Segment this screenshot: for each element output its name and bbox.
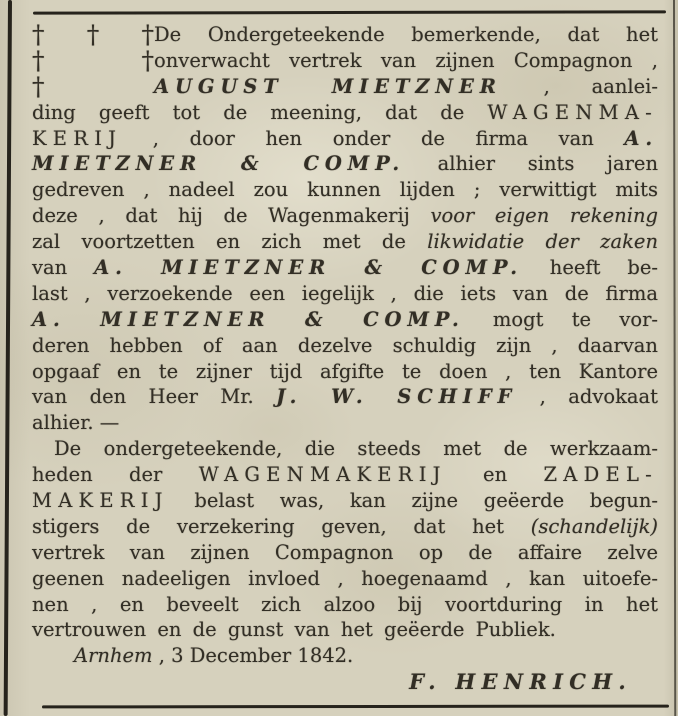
text-line: [32, 540, 658, 566]
text-segment: heden der: [32, 463, 199, 487]
cross-line-text: [154, 74, 658, 100]
text-line: [32, 177, 658, 203]
text-segment: MIETZNER & COMP.: [32, 152, 406, 176]
text-line: [32, 307, 658, 333]
text-segment: MAKERIJ: [32, 489, 169, 513]
text-segment: De Ondergeteekende bemerkende, dat het: [154, 23, 658, 46]
text-segment: mogt te vor-: [464, 307, 658, 331]
text-segment: geenen nadeeligen invloed , hoegenaamd , kan uitoefe-: [32, 566, 658, 590]
text-segment: deren hebben of aan dezelve schuldig zijn , daarvan: [32, 333, 658, 357]
dagger-cross-icon: †: [32, 71, 45, 101]
text-segment: vertrek van zijnen Compagnon op de affaire zelve: [32, 540, 658, 564]
cross-line: [32, 45, 658, 75]
cross-line: [32, 71, 658, 101]
text-line: [32, 255, 658, 281]
text-segment: A.: [624, 126, 658, 150]
text-line: [32, 229, 658, 255]
text-segment: WAGENMA-: [487, 100, 658, 124]
text-segment: nen , en beveelt zich alzoo bij voortduring in het: [32, 592, 658, 616]
text-segment: ding geeft tot de meening, dat de: [32, 100, 488, 124]
text-segment: zal voortzetten en zich met de: [32, 230, 428, 254]
text-segment: Arnhem: [74, 644, 153, 668]
dagger-cross-icon: † †: [32, 45, 154, 75]
text-line: [32, 617, 658, 643]
text-segment: AUGUST MIETZNER: [154, 74, 502, 98]
text-line: [32, 126, 658, 152]
text-line: [32, 566, 658, 592]
text-segment: , aanlei-: [501, 74, 658, 98]
text-line: [32, 462, 658, 488]
text-line: [32, 281, 658, 307]
text-line: [32, 151, 658, 177]
text-segment: (schandelijk): [530, 514, 658, 538]
text-segment: deze , dat hij de Wagenmakerij: [32, 204, 431, 228]
text-segment: vertrouwen en de gunst van het geëerde Publiek.: [32, 618, 556, 642]
text-line: [32, 333, 658, 359]
text-segment: WAGENMAKERIJ: [198, 463, 447, 487]
cross-line: [32, 22, 658, 48]
text-segment: ZADEL-: [543, 463, 658, 487]
text-segment: De ondergeteekende, die steeds met de werkzaam-: [54, 437, 658, 461]
text-segment: A. MIETZNER & COMP.: [32, 307, 465, 331]
text-line: [32, 592, 658, 618]
text-line: [32, 643, 658, 669]
text-line: [32, 359, 658, 385]
text-line: [32, 669, 658, 695]
text-segment: en: [446, 463, 544, 487]
text-segment: , 3 December 1842.: [152, 644, 354, 668]
text-segment: last , verzoekende een iegelijk , die iets van de firma: [32, 281, 658, 305]
text-segment: A. MIETZNER & COMP.: [94, 256, 523, 280]
text-segment: , door hen onder de firma van: [122, 126, 625, 150]
dagger-cross-icon: † † †: [32, 20, 154, 49]
notice-body: [32, 22, 658, 695]
text-segment: belast was, kan zijne geëerde begun-: [168, 489, 658, 513]
text-line: [32, 203, 658, 229]
bottom-divider-rule: [42, 705, 669, 709]
text-segment: alhier. —: [32, 411, 120, 435]
text-segment: van den Heer Mr.: [32, 385, 277, 409]
text-segment: voor eigen rekening: [430, 204, 658, 228]
text-segment: onverwacht vertrek van zijnen Compagnon ,: [154, 48, 658, 72]
right-column-rule: [673, 0, 676, 716]
top-divider-rule: [33, 10, 666, 14]
text-segment: J. W. SCHIFF: [276, 385, 518, 409]
text-segment: stigers de verzekering geven, dat het: [32, 514, 531, 538]
text-line: [32, 514, 658, 540]
text-line: [32, 384, 658, 410]
text-segment: heeft be-: [522, 256, 658, 280]
text-line: [32, 410, 658, 436]
text-line: [32, 488, 658, 514]
text-line: [32, 436, 658, 462]
text-segment: F. HENRICH.: [409, 669, 632, 695]
text-segment: gedreven , nadeel zou kunnen lijden ; verwittigt mits: [32, 178, 658, 202]
text-segment: likwidatie der zaken: [427, 230, 658, 254]
cross-line-text: [154, 22, 658, 48]
text-line: [32, 100, 658, 126]
cross-line-text: [154, 48, 658, 74]
text-segment: KERIJ: [32, 126, 123, 150]
text-segment: van: [32, 256, 95, 280]
left-column-rule: [4, 0, 12, 716]
text-segment: , advokaat: [517, 385, 658, 409]
text-segment: opgaaf en te zijner tijd afgifte te doen , ten Kantore: [32, 359, 658, 383]
text-segment: alhier sints jaren: [405, 152, 658, 176]
